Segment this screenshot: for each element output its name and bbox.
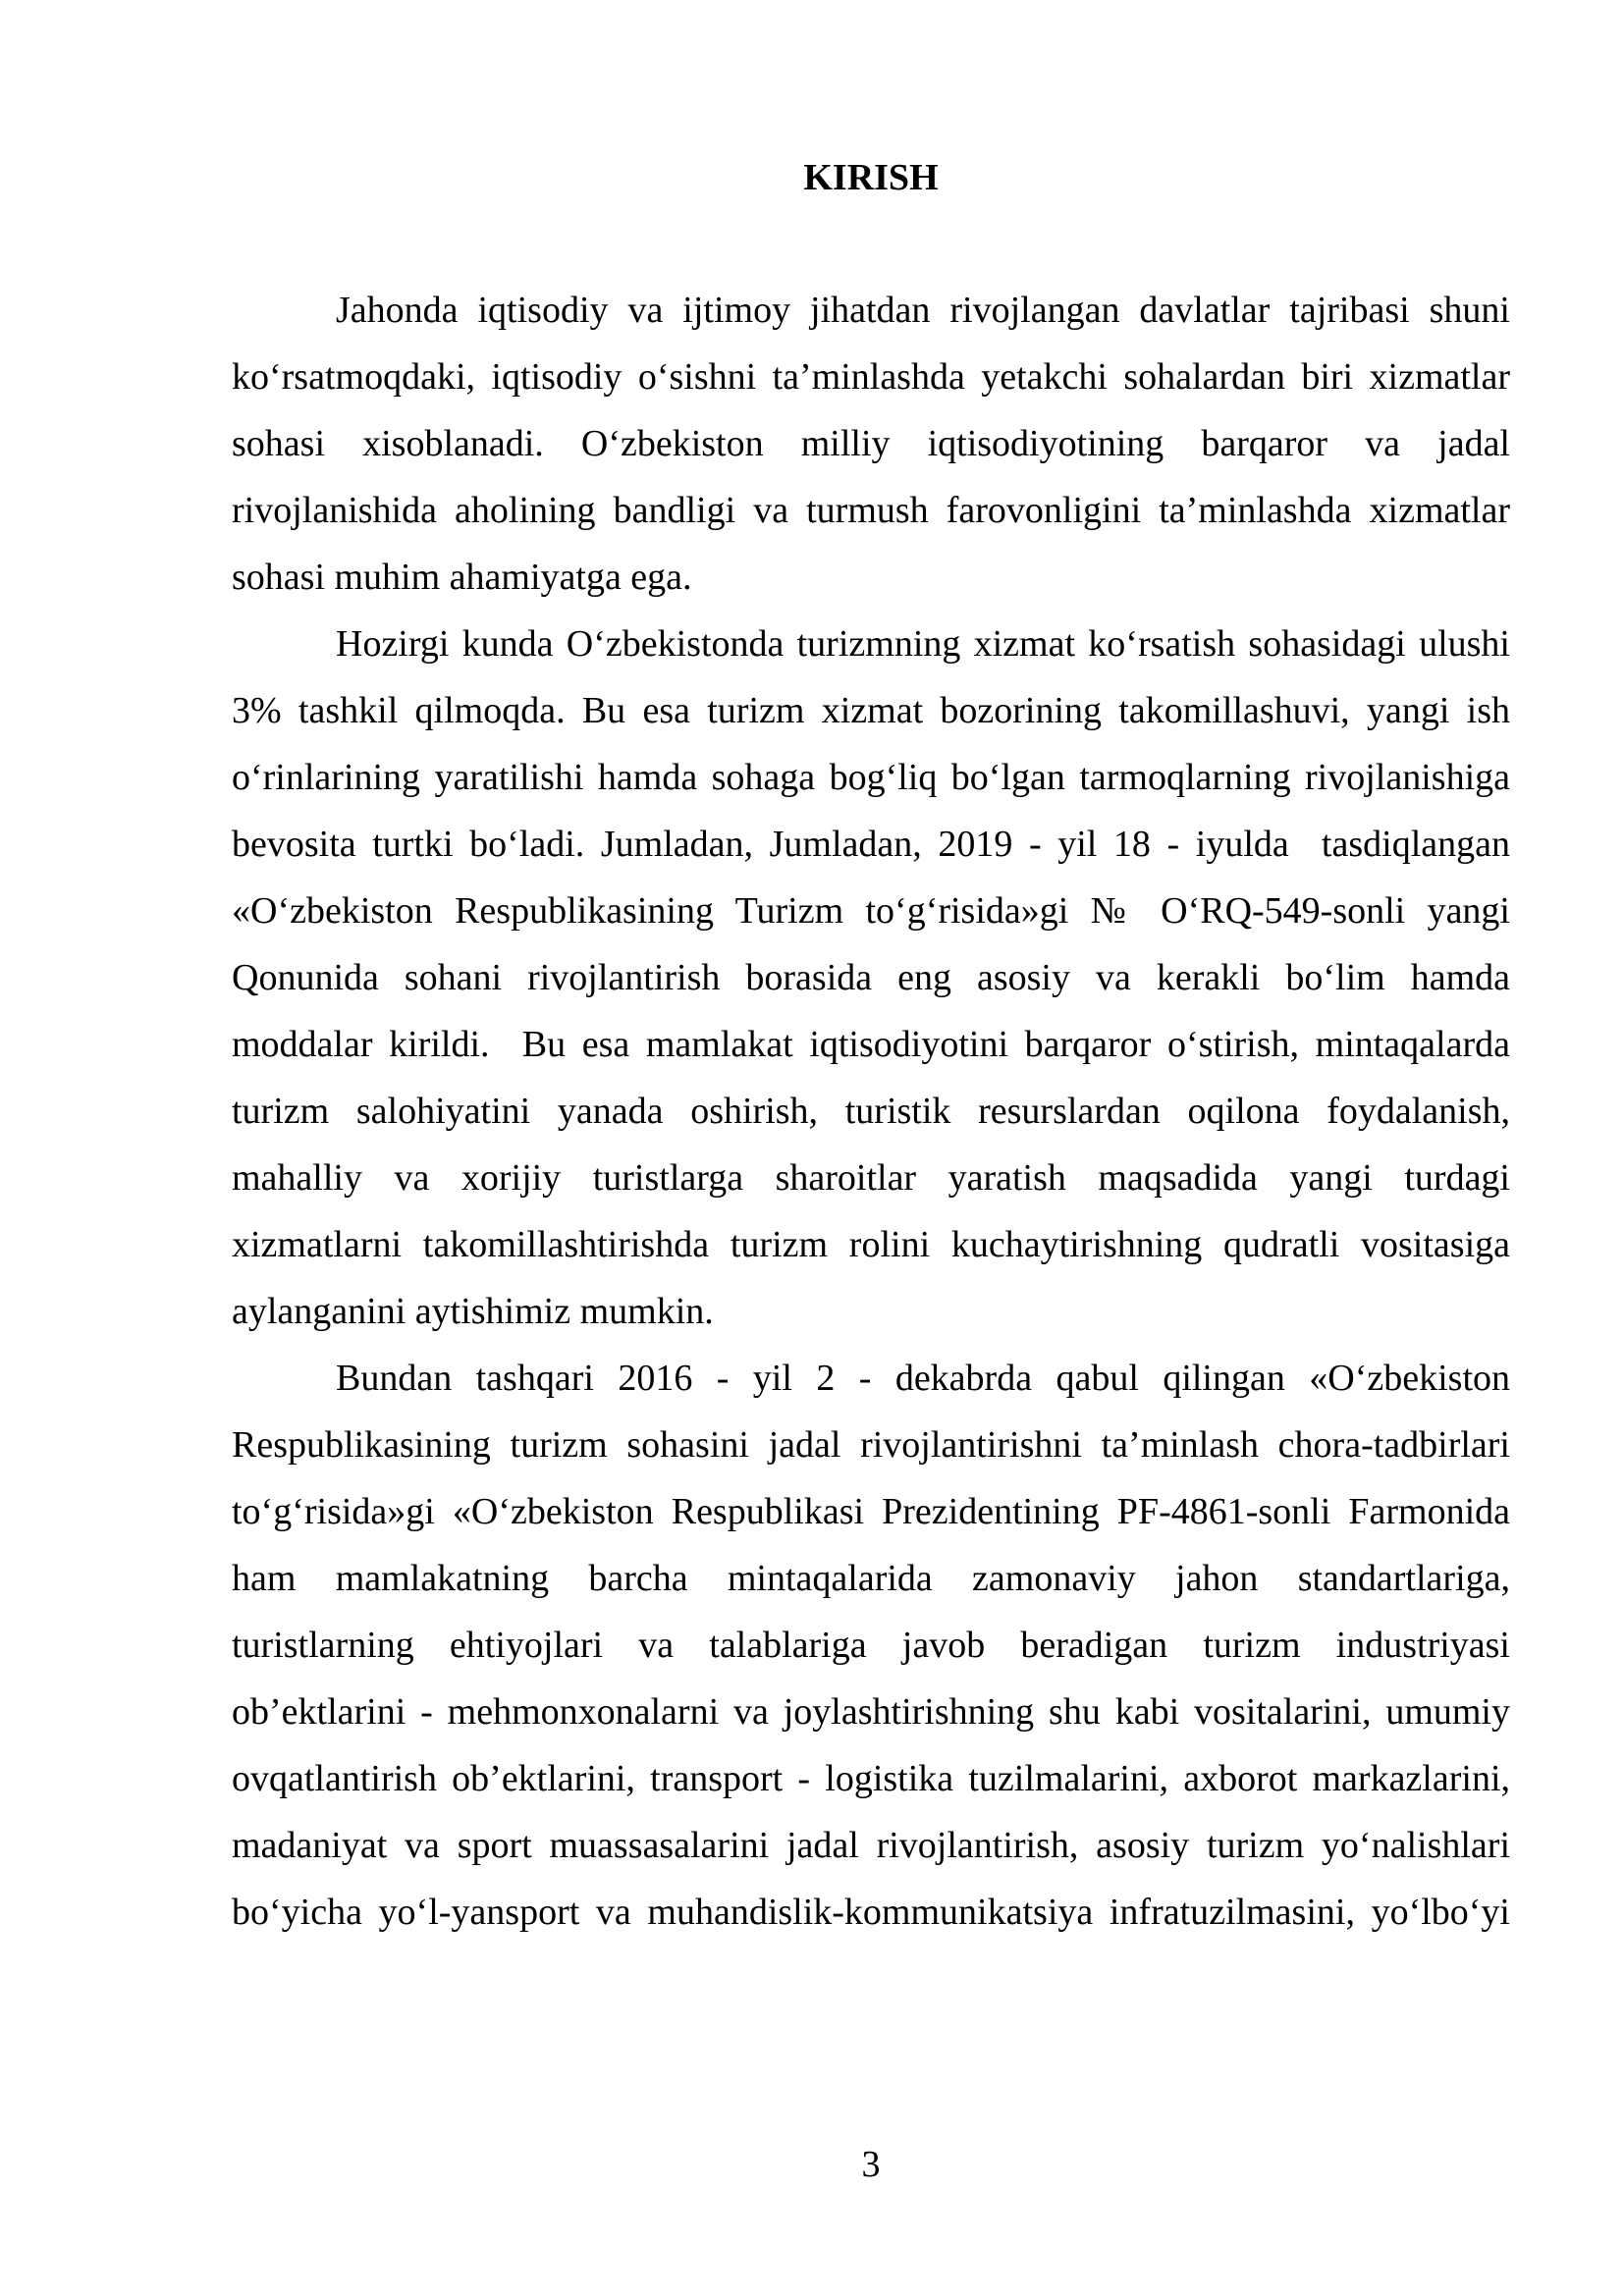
text-line: ob’ektlarini - mehmonxonalarni va joylashtirishning shu kabi vositalarini, umumiy [232,1691,1510,1733]
text-line: to‘g‘risida»gi «O‘zbekiston Respublikasi Prezidentining PF-4861-sonli Farmonida [232,1491,1510,1532]
text-line: Respublikasining turizm sohasini jadal rivojlantirishni ta’minlash chora-tadbirlari [232,1424,1510,1466]
document-content [232,144,1510,1946]
document-title: KIRISH [803,157,939,198]
text-line: ovqatlantirish ob’ektlarini, transport - logistika tuzilmalarini, axborot markazlarini, [232,1758,1510,1799]
text-line: bo‘yicha yo‘l-yansport va muhandislik-kommunikatsiya infratuzilmasini, yo‘lbo‘yi [232,1892,1510,1933]
text-line: Bundan tashqari 2016 - yil 2 - dekabrda qabul qilingan «O‘zbekiston [336,1358,1510,1399]
text-line: aylanganini aytishimiz mumkin. [232,1291,714,1332]
text-line: rivojlanishida aholining bandligi va turmush farovonligini ta’minlashda xizmatlar [232,490,1510,531]
text-line: mahalliy va xorijiy turistlarga sharoitlar yaratish maqsadida yangi turdagi [232,1157,1510,1199]
text-line: ko‘rsatmoqdaki, iqtisodiy o‘sishni ta’minlashda yetakchi sohalardan biri xizmatlar [232,356,1510,398]
paragraph-2 [232,611,1510,1345]
paragraph-1 [232,277,1510,611]
text-line: Hozirgi kunda O‘zbekistonda turizmning xizmat ko‘rsatish sohasidagi ulushi [336,623,1510,665]
text-line: 3% tashkil qilmoqda. Bu esa turizm xizmat bozorining takomillashuvi, yangi ish [232,690,1510,731]
text-line: Jahonda iqtisodiy va ijtimoy jihatdan rivojlangan davlatlar tajribasi shuni [336,290,1510,331]
text-line: sohasi xisoblanadi. O‘zbekiston milliy iqtisodiyotining barqaror va jadal [232,423,1510,464]
text-line: ham mamlakatning barcha mintaqalarida zamonaviy jahon standartlariga, [232,1558,1510,1599]
text-line: moddalar kirildi. Bu esa mamlakat iqtisodiyotini barqaror o‘stirish, mintaqalarda [232,1024,1510,1065]
text-line: Qonunida sohani rivojlantirish borasida eng asosiy va kerakli bo‘lim hamda [232,957,1510,998]
text-line: sohasi muhim ahamiyatga ega. [232,557,692,598]
text-line: xizmatlarni takomillashtirishda turizm rolini kuchaytirishning qudratli vositasiga [232,1224,1510,1265]
text-line: «O‘zbekiston Respublikasining Turizm to‘g‘risida»gi № O‘RQ-549-sonli yangi [232,890,1510,932]
page-number: 3 [861,2144,881,2185]
text-line: madaniyat va sport muassasalarini jadal rivojlantirish, asosiy turizm yo‘nalishlari [232,1825,1510,1866]
text-line: turizm salohiyatini yanada oshirish, turistik resurslardan oqilona foydalanish, [232,1091,1510,1132]
paragraph-3 [232,1345,1510,1946]
text-line: bevosita turtki bo‘ladi. Jumladan, Jumladan, 2019 - yil 18 - iyulda tasdiqlangan [232,824,1510,865]
text-line: o‘rinlarining yaratilishi hamda sohaga bog‘liq bo‘lgan tarmoqlarning rivojlanishiga [232,757,1510,798]
text-line: turistlarning ehtiyojlari va talablariga javob beradigan turizm industriyasi [232,1625,1510,1666]
document-body [232,277,1510,1946]
